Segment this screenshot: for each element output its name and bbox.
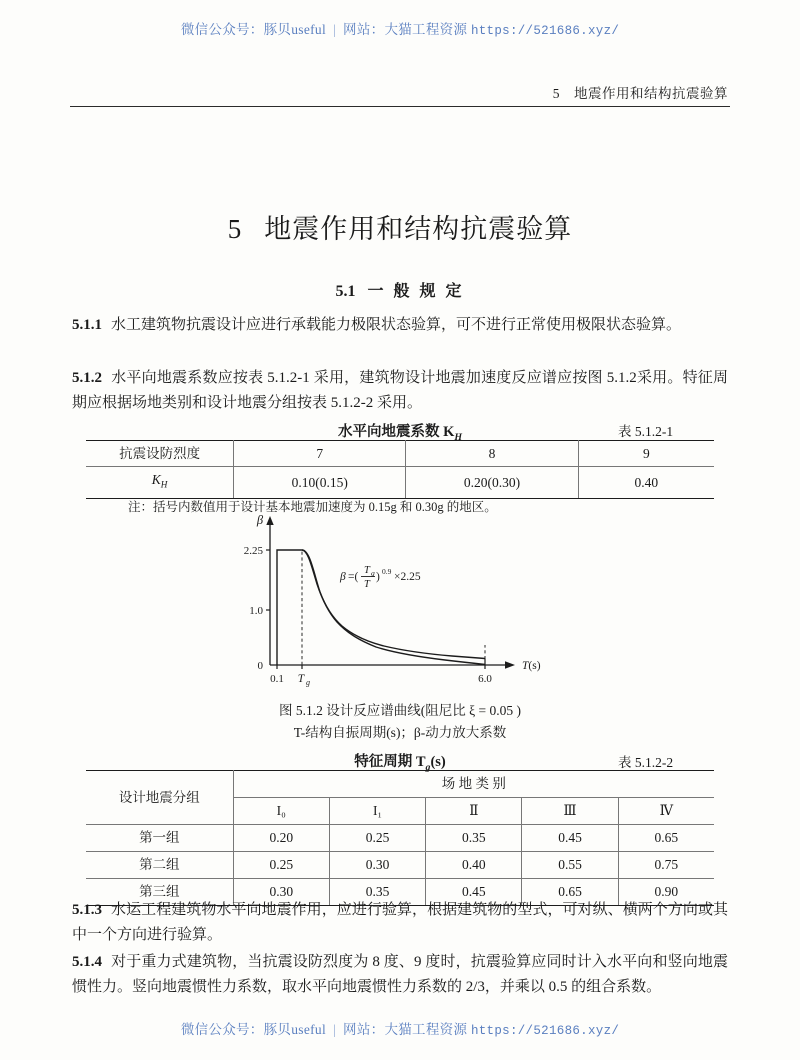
paragraph-text: 水工建筑物抗震设计应进行承载能力极限状态验算，可不进行正常使用极限状态验算。 <box>111 317 682 333</box>
table-2-cell-1-2: 0.40 <box>426 852 522 879</box>
chart-formula-annotation <box>339 565 421 590</box>
watermark-wechat-value: 豚贝useful <box>263 1022 327 1037</box>
table-2-class-0: I₀ <box>233 798 329 825</box>
table-2-cell-2-4: 0.90 <box>618 879 714 906</box>
chart-ticks <box>266 550 485 669</box>
table-2-cell-2-0: 0.30 <box>233 879 329 906</box>
chapter-title-text: 地震作用和结构抗震验算 <box>264 214 573 244</box>
table-2-cell-0-2: 0.35 <box>426 825 522 852</box>
table-2-cell-0-1: 0.25 <box>329 825 425 852</box>
watermark-wechat-value: 豚贝useful <box>263 22 327 37</box>
table-2-class-3: Ⅲ <box>522 798 618 825</box>
table-1-caption-subscript: H <box>454 431 463 443</box>
paragraph-5-1-1 <box>72 313 728 338</box>
table-1-row-label <box>86 467 234 499</box>
paragraph-5-1-4 <box>72 950 728 1000</box>
table-2-caption-pre: 特征周期 T <box>354 754 426 770</box>
table-row <box>86 825 714 852</box>
paragraph-text: 对于重力式建筑物，当抗震设防烈度为 8 度、9 度时，抗震验算应同时计入水平向和竖向地震惯性力。竖向地震惯性力系数，取水平向地震惯性力系数的 2/3，并乘以 0.5 的组合系数。 <box>72 954 728 995</box>
table-2-group-header: 场 地 类 别 <box>233 771 714 798</box>
watermark-bottom <box>0 1018 800 1038</box>
y-tick-label-10: 1.0 <box>249 605 263 617</box>
svg-text:×2.25: ×2.25 <box>394 571 421 583</box>
table-1-header-cell-2: 8 <box>406 441 578 467</box>
x-tick-label-tg-subscript: g <box>306 678 310 687</box>
paragraph-5-1-2 <box>72 366 728 416</box>
svg-text:g: g <box>371 568 375 578</box>
watermark-separator: | <box>333 22 337 37</box>
table-1-cell-1: 0.20(0.30) <box>406 467 578 499</box>
figure-response-spectrum <box>230 512 580 692</box>
svg-text:=(: =( <box>348 571 359 583</box>
chart-axes <box>270 522 508 665</box>
running-head-title: 地震作用和结构抗震验算 <box>574 86 728 101</box>
section-title <box>0 278 800 301</box>
watermark-url[interactable]: https://521686.xyz/ <box>470 24 620 38</box>
watermark-wechat-label: 微信公众号： <box>180 1022 264 1037</box>
y-tick-label-0: 0 <box>257 660 263 672</box>
table-2-class-1: I₁ <box>329 798 425 825</box>
chapter-number: 5 <box>227 214 243 244</box>
table-row <box>86 852 714 879</box>
svg-text:β: β <box>340 571 346 583</box>
watermark-site-label: 网站： <box>343 1022 385 1037</box>
chart-guides <box>277 550 485 665</box>
table-1-header-cell-3: 9 <box>578 441 714 467</box>
table-row-header <box>86 441 714 467</box>
header-rule <box>70 106 730 107</box>
svg-text:T: T <box>364 579 370 590</box>
running-head <box>553 82 728 102</box>
table-2-row-label-2: 第三组 <box>86 879 233 906</box>
section-title-text: 一 般 规 定 <box>367 283 465 300</box>
table-row <box>86 467 714 499</box>
table-2-cell-1-0: 0.25 <box>233 852 329 879</box>
paragraph-tag: 5.1.3 <box>72 902 102 918</box>
table-2-cell-2-3: 0.65 <box>522 879 618 906</box>
table-2-cell-0-4: 0.65 <box>618 825 714 852</box>
svg-text:T: T <box>364 565 370 576</box>
table-2-class-2: Ⅱ <box>426 798 522 825</box>
table-2-cell-2-1: 0.35 <box>329 879 425 906</box>
table-2-cell-0-0: 0.20 <box>233 825 329 852</box>
table-1-number: 表 5.1.2-1 <box>618 424 674 439</box>
y-axis-title: β <box>256 513 264 527</box>
x-axis-title: T(s) <box>522 660 541 672</box>
svg-text:0.9: 0.9 <box>382 567 392 576</box>
paragraph-tag: 5.1.4 <box>72 954 102 970</box>
watermark-url[interactable]: https://521686.xyz/ <box>470 1024 620 1038</box>
table-2-cell-0-3: 0.45 <box>522 825 618 852</box>
table-1-note: 注：括号内数值用于设计基本地震加速度为 0.15g 和 0.30g 的地区。 <box>128 500 497 514</box>
table-horizontal-seismic-coefficient <box>86 440 714 499</box>
table-1-caption-text: 水平向地震系数 K <box>337 424 455 440</box>
table-2-number: 表 5.1.2-2 <box>618 755 674 770</box>
x-tick-label-01: 0.1 <box>270 673 284 685</box>
figure-caption-line-1: 图 5.1.2 设计反应谱曲线(阻尼比 ξ = 0.05 ) <box>279 703 521 718</box>
paragraph-tag: 5.1.2 <box>72 370 102 386</box>
paragraph-tag: 5.1.1 <box>72 317 102 333</box>
paragraph-5-1-3 <box>72 898 728 948</box>
table-1-row-label-symbol: K <box>151 472 161 487</box>
spectrum-curve-decay <box>302 550 485 659</box>
table-1-row-label-subscript: H <box>160 479 168 490</box>
figure-caption-line-2: T-结构自振周期(s)；β-动力放大系数 <box>293 725 507 740</box>
table-2-cell-2-2: 0.45 <box>426 879 522 906</box>
x-tick-label-60: 6.0 <box>478 673 492 685</box>
table-2-row-label-1: 第二组 <box>86 852 233 879</box>
table-2-row-label-0: 第一组 <box>86 825 233 852</box>
table-row-header-group <box>86 771 714 798</box>
table-1-cell-2: 0.40 <box>578 467 714 499</box>
table-2-caption-post: (s) <box>430 754 446 770</box>
table-2-cell-1-4: 0.75 <box>618 852 714 879</box>
watermark-separator: | <box>333 1022 337 1037</box>
response-spectrum-chart <box>230 512 580 692</box>
paragraph-text: 水运工程建筑物水平向地震作用，应进行验算，根据建筑物的型式，可对纵、横两个方向或其中一个方向进行验算。 <box>72 902 728 943</box>
section-number: 5.1 <box>335 283 356 300</box>
watermark-wechat-label: 微信公众号： <box>180 22 264 37</box>
table-2-cell-1-3: 0.55 <box>522 852 618 879</box>
watermark-site-value: 大猫工程资源 <box>384 22 468 37</box>
x-tick-label-tg: T <box>297 673 305 685</box>
watermark-top <box>0 18 800 38</box>
x-axis-arrow <box>505 661 515 668</box>
y-tick-label-225: 2.25 <box>243 545 263 557</box>
table-2-corner-label: 设计地震分组 <box>86 771 233 825</box>
svg-text:): ) <box>376 571 380 583</box>
watermark-site-value: 大猫工程资源 <box>384 1022 468 1037</box>
table-2-cell-1-1: 0.30 <box>329 852 425 879</box>
running-head-number: 5 <box>552 86 560 101</box>
chapter-title <box>0 207 800 246</box>
table-1-header-cell-1: 7 <box>234 441 406 467</box>
table-2-class-4: Ⅳ <box>618 798 714 825</box>
paragraph-text: 水平向地震系数应按表 5.1.2-1 采用，建筑物设计地震加速度反应谱应按图 5.1.2采用。特征周期应根据场地类别和设计地震分组按表 5.1.2-2 采用。 <box>72 370 728 411</box>
table-2-caption-subscript: g <box>425 761 431 773</box>
table-characteristic-period <box>86 770 714 906</box>
y-axis-arrow <box>266 516 273 525</box>
table-1-header-cell-0: 抗震设防烈度 <box>86 441 234 467</box>
table-1-cell-0: 0.10(0.15) <box>234 467 406 499</box>
spectrum-curve <box>277 550 485 665</box>
watermark-site-label: 网站： <box>343 22 385 37</box>
